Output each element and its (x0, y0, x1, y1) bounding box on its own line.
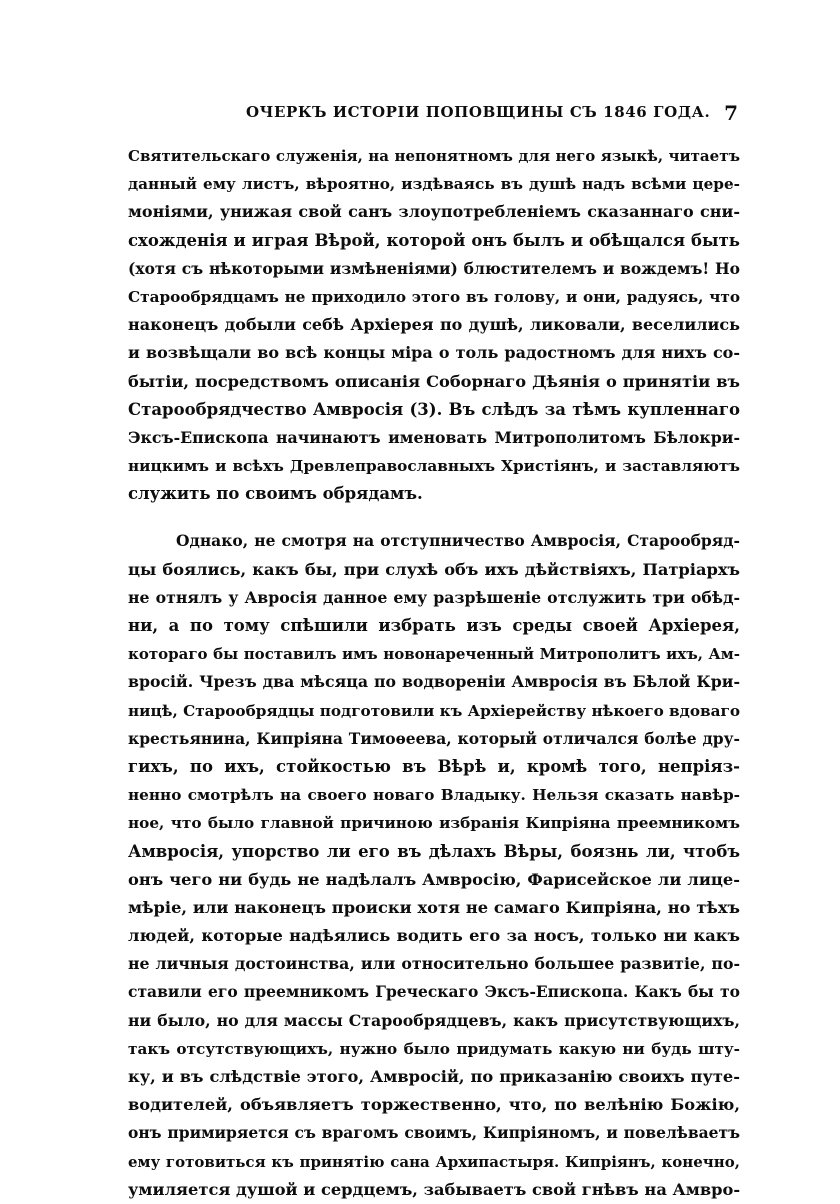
text-line: Старообрядчество Амвросія (3). Въ слѣдъ за тѣмъ купленнаго (128, 399, 740, 419)
text-line: ни, а по тому спѣшили избрать изъ среды своей Архіерея, (128, 616, 740, 635)
text-line: Старообрядцамъ не приходило этого въ голову, и они, радуясь, что (128, 287, 740, 306)
text-line: ное, что было главной причиною избранія Кипріяна преемникомъ (128, 814, 740, 833)
text-line: мѣріе, или наконецъ происки хотя не самаго Кипріяна, но тѣхъ (128, 897, 740, 917)
text-line: наконецъ добыли себѣ Архіерея по душѣ, ликовали, веселились (128, 315, 740, 335)
page-number: 7 (724, 101, 738, 125)
text-line: ницкимъ и всѣхъ Древлеправославныхъ Христіянъ, и заставляютъ (128, 457, 740, 476)
text-line: служить по своимъ обрядамъ. (128, 484, 423, 504)
paragraph (128, 142, 740, 508)
text-line: гихъ, по ихъ, стойкостью въ Вѣрѣ и, кромѣ того, непріяз- (128, 756, 740, 776)
text-line: вросій. Чрезъ два мѣсяца по водвореніи Амвросія въ Бѣлой Кри- (128, 672, 740, 692)
paragraph-gap (128, 508, 740, 527)
text-line: бытіи, посредствомъ описанія Соборнаго Дѣянія о принятіи въ (128, 371, 740, 391)
text-line: не личныя достоинства, или относительно большее развитіе, по- (128, 954, 740, 974)
text-line: водителей, объявляетъ торжественно, что, по велѣнію Божію, (128, 1095, 740, 1115)
text-line: ницѣ, Старообрядцы подготовили къ Архіерейству нѣкоего вдоваго (128, 701, 740, 720)
page-header (128, 103, 740, 127)
text-line: онъ чего ни будь не надѣлалъ Амвросію, Фарисейское ли лице- (128, 869, 740, 889)
text-line: и возвѣщали во всѣ концы міра о толь радостномъ для нихъ со- (128, 343, 740, 363)
text-line: такъ отсутствующихъ, нужно было придумать какую ни будь шту- (128, 1039, 740, 1058)
text-line: схожденія и играя Вѣрой, которой онъ былъ и обѣщался быть (128, 230, 740, 250)
body-text (128, 142, 740, 1204)
text-line: цы боялись, какъ бы, при слухѣ объ ихъ дѣйствіяхъ, Патріархъ (128, 559, 740, 579)
text-line: онъ примиряется съ врагомъ своимъ, Кипріяномъ, и повелѣваетъ (128, 1123, 740, 1143)
paragraph (128, 527, 740, 1204)
text-line: ни было, но для массы Старообрядцевъ, какъ присутствующихъ, (128, 1010, 740, 1030)
text-line: Святительскаго служенія, на непонятномъ для него языкѣ, читаетъ (128, 147, 740, 165)
text-line: умиляется душой и сердцемъ, забываетъ свой гнѣвъ на Амвро- (128, 1179, 740, 1199)
text-line: крестьянина, Кипріяна Тимоѳеева, который отличался болѣе дру- (128, 728, 740, 748)
text-line: ненно смотрѣлъ на своего новаго Владыку. Нельзя сказать навѣр- (128, 786, 740, 805)
running-title: ОЧЕРКЪ ИСТОРІИ ПОПОВЩИНЫ СЪ 1846 ГОДА. (246, 103, 711, 121)
text-line: котораго бы поставилъ имъ новонареченный Митрополитъ ихъ, Ам- (128, 645, 740, 664)
text-line: данный ему листъ, вѣроятно, издѣваясь въ душѣ надъ всѣми цере- (128, 175, 740, 194)
text-line: Амвросія, упорство ли его въ дѣлахъ Вѣры, боязнь ли, чтобъ (128, 841, 740, 861)
text-line: моніями, унижая свой санъ злоупотребленіемъ сказаннаго сни- (128, 202, 740, 222)
text-line: (хотя съ нѣкоторыми измѣненіями) блюстителемъ и вождемъ! Но (128, 258, 740, 278)
text-line: не отнялъ у Авросія данное ему разрѣшеніе отслужить три обѣд- (128, 587, 740, 607)
text-line: Однако, не смотря на отступничество Амвросія, Старообряд- (176, 531, 740, 551)
text-line: ставили его преемникомъ Греческаго Эксъ-Епископа. Какъ бы то (128, 982, 740, 1002)
text-line: ку, и въ слѣдствіе этого, Амвросій, по приказанію своихъ путе- (128, 1067, 740, 1086)
text-line: ему готовиться къ принятію сана Архипастыря. Кипріянъ, конечно, (128, 1152, 740, 1171)
text-line: людей, которые надѣялись водить его за носъ, только ни какъ (128, 926, 740, 946)
text-line: Эксъ-Епископа начинаютъ именовать Митрополитомъ Бѣлокри- (128, 427, 740, 447)
